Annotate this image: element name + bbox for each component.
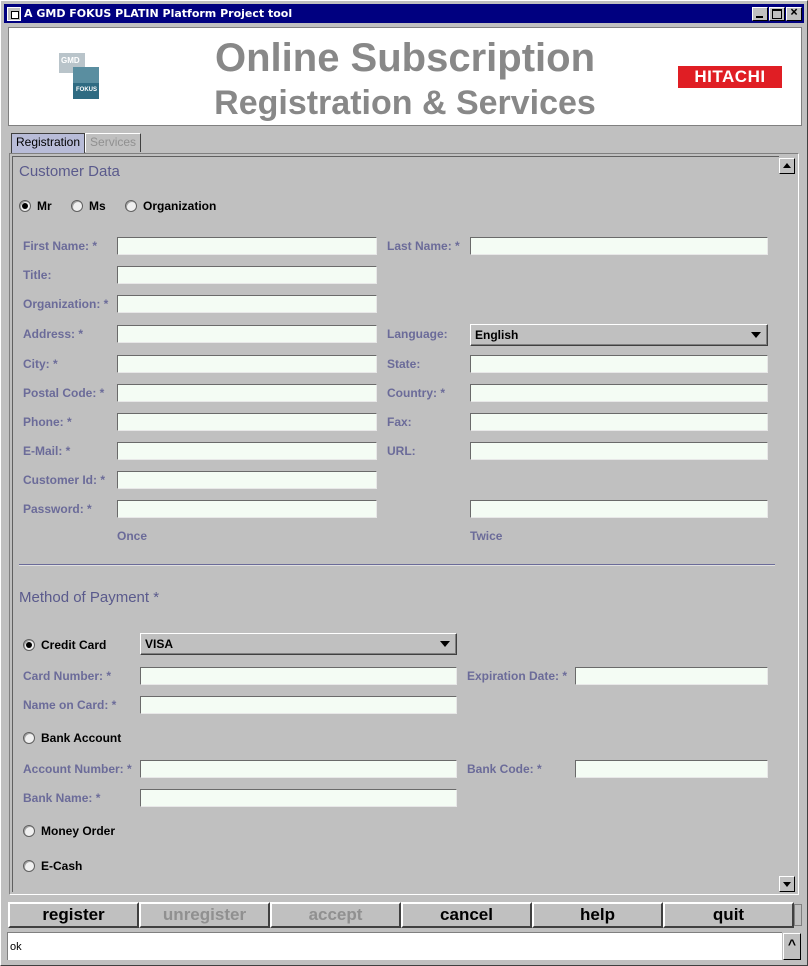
url-label: URL:	[387, 444, 416, 458]
country-field[interactable]	[470, 384, 768, 402]
tab-services[interactable]: Services	[85, 133, 141, 152]
password-confirm-field[interactable]	[470, 500, 768, 518]
header-banner	[8, 27, 802, 126]
radio-ms[interactable]: Ms	[71, 199, 106, 213]
password-twice-label: Twice	[470, 529, 503, 543]
account-number-label: Account Number: *	[23, 762, 132, 776]
customer-data-heading: Customer Data	[19, 163, 120, 180]
section-divider	[19, 564, 775, 566]
fax-label: Fax:	[387, 415, 412, 429]
unregister-button[interactable]: unregister	[139, 902, 270, 928]
banner-title: Online Subscription	[214, 36, 596, 80]
address-label: Address: *	[23, 327, 84, 341]
postal-code-label: Postal Code: *	[23, 386, 105, 400]
radio-checked-icon[interactable]	[19, 200, 31, 212]
button-row-end	[794, 904, 802, 926]
bank-name-label: Bank Name: *	[23, 791, 101, 805]
payment-heading: Method of Payment *	[19, 589, 160, 606]
password-label: Password: *	[23, 502, 92, 516]
state-field[interactable]	[470, 355, 768, 373]
scroll-down-icon[interactable]	[779, 876, 795, 892]
postal-code-field[interactable]	[117, 384, 377, 402]
password-once-label: Once	[117, 529, 148, 543]
chevron-down-icon[interactable]	[751, 332, 761, 338]
quit-button[interactable]: quit	[663, 902, 794, 928]
radio-money-order[interactable]: Money Order	[23, 824, 115, 838]
status-scroll-up-icon[interactable]: ^	[783, 933, 801, 960]
bank-code-label: Bank Code: *	[467, 762, 542, 776]
expiration-date-label: Expiration Date: *	[467, 669, 568, 683]
card-type-select[interactable]: VISA	[140, 633, 457, 655]
bank-code-field[interactable]	[575, 760, 768, 778]
accept-button[interactable]: accept	[270, 902, 401, 928]
email-label: E-Mail: *	[23, 444, 71, 458]
title-bar[interactable]	[4, 4, 804, 23]
radio-ecash[interactable]: E-Cash	[23, 859, 82, 873]
radio-unchecked-icon[interactable]	[23, 825, 35, 837]
window-title: A GMD FOKUS PLATIN Platform Project tool	[24, 7, 293, 20]
url-field[interactable]	[470, 442, 768, 460]
radio-mr[interactable]: Mr	[19, 199, 52, 213]
action-button-row	[8, 902, 794, 928]
password-field[interactable]	[117, 500, 377, 518]
radio-unchecked-icon[interactable]	[23, 732, 35, 744]
phone-label: Phone: *	[23, 415, 72, 429]
radio-unchecked-icon[interactable]	[23, 860, 35, 872]
hitachi-logo: HITACHI	[678, 66, 782, 88]
card-number-field[interactable]	[140, 667, 457, 685]
country-label: Country: *	[387, 386, 445, 400]
language-label: Language:	[387, 327, 448, 341]
first-name-field[interactable]	[117, 237, 377, 255]
name-on-card-label: Name on Card: *	[23, 698, 117, 712]
close-button[interactable]	[786, 7, 802, 21]
phone-field[interactable]	[117, 413, 377, 431]
gmd-fokus-logo: GMD FOKUS	[59, 53, 105, 99]
form-panel	[9, 153, 799, 895]
radio-unchecked-icon[interactable]	[71, 200, 83, 212]
city-field[interactable]	[117, 355, 377, 373]
last-name-label: Last Name: *	[387, 239, 460, 253]
tab-registration[interactable]: Registration	[11, 133, 85, 153]
address-field[interactable]	[117, 325, 377, 343]
customer-id-label: Customer Id: *	[23, 473, 106, 487]
organization-label: Organization: *	[23, 297, 109, 311]
title-label: Title:	[23, 268, 52, 282]
email-field[interactable]	[117, 442, 377, 460]
vertical-scrollbar[interactable]	[779, 158, 795, 892]
help-button[interactable]: help	[532, 902, 663, 928]
account-number-field[interactable]	[140, 760, 457, 778]
radio-bank-account[interactable]: Bank Account	[23, 731, 121, 745]
chevron-down-icon[interactable]	[440, 641, 450, 647]
card-number-label: Card Number: *	[23, 669, 112, 683]
fax-field[interactable]	[470, 413, 768, 431]
last-name-field[interactable]	[470, 237, 768, 255]
status-bar: ok	[7, 932, 782, 960]
state-label: State:	[387, 357, 421, 371]
radio-unchecked-icon[interactable]	[125, 200, 137, 212]
title-field[interactable]	[117, 266, 377, 284]
radio-credit-card[interactable]: Credit Card	[23, 638, 106, 652]
tab-bar	[11, 133, 141, 154]
customer-id-field[interactable]	[117, 471, 377, 489]
window-menu-icon[interactable]	[7, 7, 21, 21]
city-label: City: *	[23, 357, 58, 371]
banner-subtitle: Registration & Services	[214, 84, 596, 122]
cancel-button[interactable]: cancel	[401, 902, 532, 928]
language-select[interactable]: English	[470, 324, 768, 346]
expiration-date-field[interactable]	[575, 667, 768, 685]
bank-name-field[interactable]	[140, 789, 457, 807]
first-name-label: First Name: *	[23, 239, 98, 253]
name-on-card-field[interactable]	[140, 696, 457, 714]
scroll-up-icon[interactable]	[779, 158, 795, 174]
radio-checked-icon[interactable]	[23, 639, 35, 651]
register-button[interactable]: register	[8, 902, 139, 928]
maximize-button[interactable]	[769, 7, 785, 21]
organization-field[interactable]	[117, 295, 377, 313]
minimize-button[interactable]	[752, 7, 768, 21]
radio-organization[interactable]: Organization	[125, 199, 216, 213]
